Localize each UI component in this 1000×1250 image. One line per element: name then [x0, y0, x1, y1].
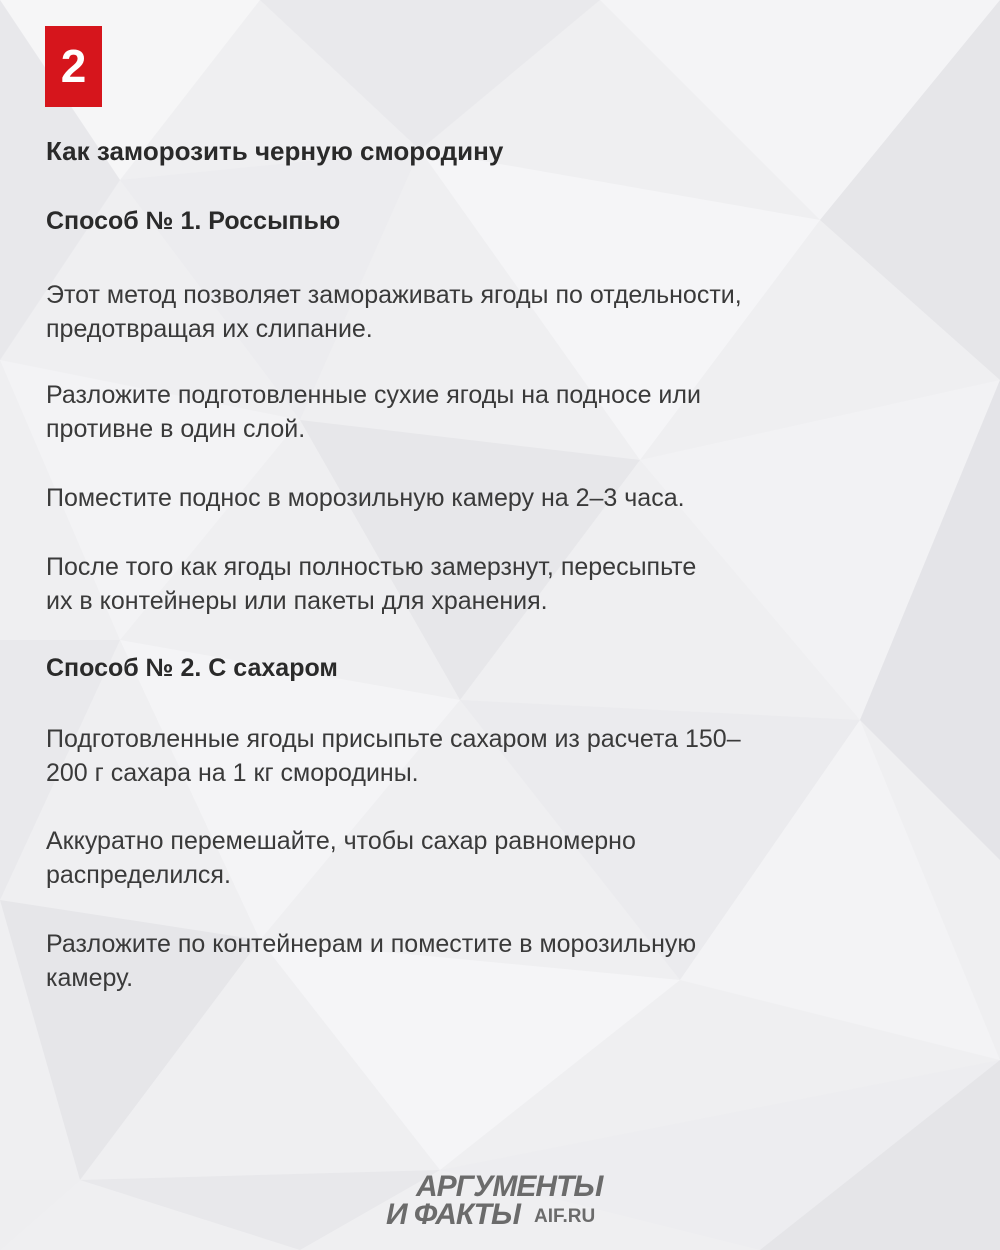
- method-1-paragraph-3: Поместите поднос в морозильную камеру на 2–3 часа.: [46, 484, 685, 512]
- slide-number-badge: 2: [45, 26, 102, 107]
- method-1-paragraph-4: После того как ягоды полностью замерзнут, пересыпьте их в контейнеры или пакеты для хранения.: [46, 553, 697, 615]
- method-1-paragraph-1: Этот метод позволяет замораживать ягоды по отдельности, предотвращая их слипание.: [46, 281, 742, 343]
- method-1-paragraph-2: Разложите подготовленные сухие ягоды на подносе или противне в один слой.: [46, 381, 701, 443]
- site-url: AIF.RU: [534, 1206, 596, 1227]
- page-title: Как заморозить черную смородину: [46, 136, 504, 166]
- method-2-paragraph-2: Аккуратно перемешайте, чтобы сахар равномерно распределился.: [46, 827, 636, 889]
- method-2-paragraph-3: Разложите по контейнерам и поместите в морозильную камеру.: [46, 930, 697, 992]
- method-2-paragraph-1: Подготовленные ягоды присыпьте сахаром из расчета 150– 200 г сахара на 1 кг смородины.: [46, 725, 741, 787]
- aif-logo: АРГУМЕНТЫ И ФАКТЫ AIF.RU: [386, 1170, 603, 1231]
- method-1-heading: Способ № 1. Россыпью: [46, 207, 341, 235]
- method-2-heading: Способ № 2. С сахаром: [46, 654, 338, 682]
